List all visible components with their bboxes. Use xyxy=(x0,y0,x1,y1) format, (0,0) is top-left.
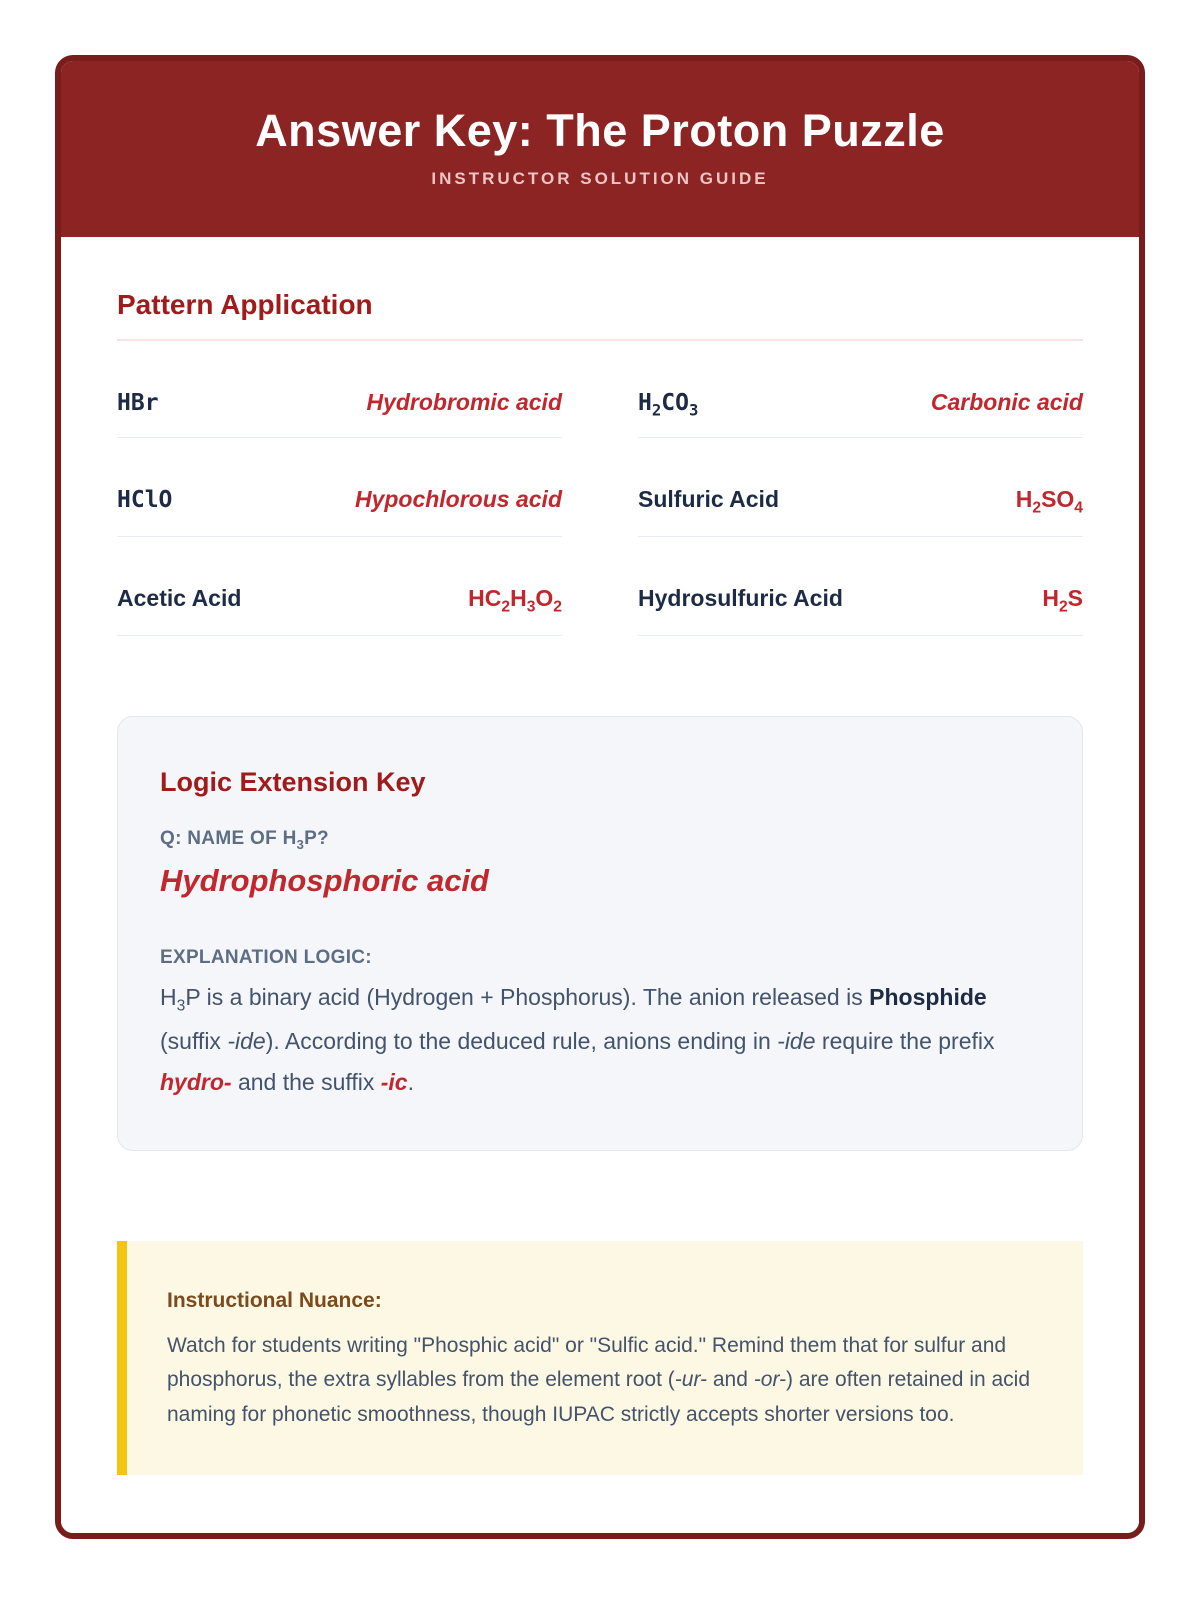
pattern-row xyxy=(117,438,562,537)
page-title: Answer Key: The Proton Puzzle xyxy=(255,105,945,156)
pattern-answer: $H_2S$ xyxy=(1042,584,1083,616)
logic-answer: Hydrophosphoric acid xyxy=(160,863,489,899)
explanation-label: EXPLANATION LOGIC: xyxy=(160,947,372,969)
explanation-paragraph: $H_3P$ is a binary acid (Hydrogen + Phosphorus). The anion released is Phosphide (suffix -ide). According to the deduced rule, anions ending in -ide require the prefix hydro- and the suffix -ic. xyxy=(160,984,995,1096)
logic-question: Q: NAME OF $H_3P$? xyxy=(160,827,329,852)
nuance-title: Instructional Nuance: xyxy=(167,1288,382,1312)
pattern-row xyxy=(638,341,1083,439)
pattern-row xyxy=(638,537,1083,636)
card-body xyxy=(61,237,1139,1533)
pattern-row xyxy=(117,537,562,636)
pattern-answer: $HC_2H_3O_2$ xyxy=(468,584,562,616)
pattern-question: Hydrosulfuric Acid xyxy=(638,584,843,611)
pattern-grid xyxy=(117,341,1083,636)
section-heading: Pattern Application xyxy=(117,288,373,320)
logic-box-title: Logic Extension Key xyxy=(160,766,426,797)
pattern-application-section xyxy=(117,289,1083,636)
pattern-question: $H_2CO_3$ xyxy=(638,389,699,420)
answer-key-card xyxy=(55,55,1145,1539)
pattern-row xyxy=(117,341,562,439)
instructional-nuance-box xyxy=(117,1241,1083,1475)
pattern-question: HClO xyxy=(117,487,173,514)
pattern-answer: Hydrobromic acid xyxy=(366,388,562,415)
nuance-paragraph: Watch for students writing "Phosphic acid" or "Sulfic acid." Remind them that for sulfur and phosphorus, the extra syllables from the element root (-ur- and -or-) are often retained in acid naming for phonetic smoothness, though IUPAC strictly accepts shorter versions too. xyxy=(167,1333,1031,1427)
header xyxy=(61,61,1139,237)
logic-extension-box xyxy=(117,716,1083,1151)
pattern-question: Sulfuric Acid xyxy=(638,486,779,513)
pattern-question: HBr xyxy=(117,389,159,416)
pattern-answer: $H_2SO_4$ xyxy=(1015,486,1083,517)
page-subtitle: INSTRUCTOR SOLUTION GUIDE xyxy=(431,168,769,188)
pattern-answer: Hypochlorous acid xyxy=(354,486,562,513)
pattern-answer: Carbonic acid xyxy=(930,388,1083,415)
pattern-row xyxy=(638,438,1083,537)
pattern-question: Acetic Acid xyxy=(117,584,242,611)
